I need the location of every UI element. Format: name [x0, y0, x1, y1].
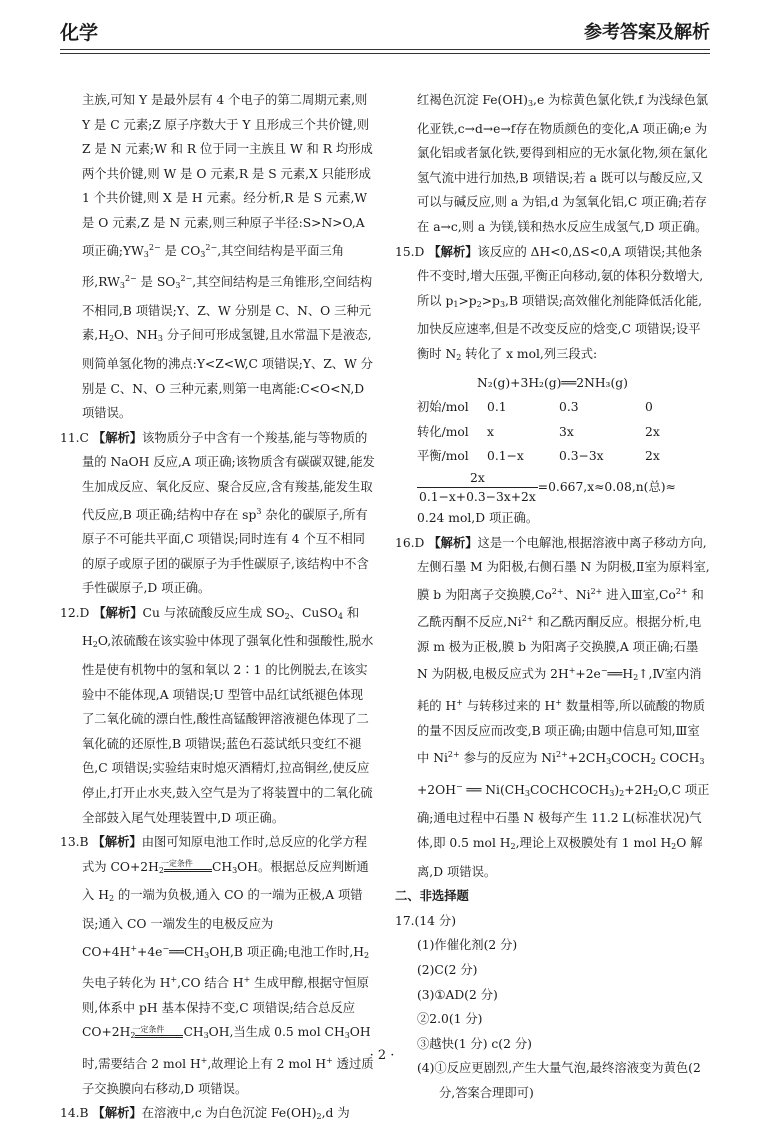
q10-continuation: 主族,可知 Y 是最外层有 4 个电子的第二周期元素,则 Y 是 C 元素;Z 原子序数大于 Y 且形成三个共价键,则 Z 是 N 元素;W 和 R 位于同一主族且 W 和 R 均形成两个共价键,则 W 是 O 元素,R 是 S 元素,X 只能形成 1 个共价键,则 X 是 H 元素。经分析,R 是 S 元素,W 是 O 元素,Z 是 N 元素,则三种原子半径:S>N>O,A 项正确$;YW_3^{2-}$ 是 $CO_3^{2-}$,其空间结构是平面三角形$,RW_3^{2-}$ 是 $SO_3^{2-}$,其空间结构是三角锥形,空间结构不相同,B 项错误;Y、Z、W 分别是 C、N、O 三种元素$,H_2O$、$NH_3$ 分子间可形成氢键,且水常温下是液态,则简单氢化物的沸点:Y<Z<W,C 项错误;Y、Z、W 分别是 C、N、O 三种元素,则第一电离能:C<O<N,D 项错误。	[82, 93, 373, 421]
q17-heading: 17.(14 分)	[395, 913, 457, 928]
left-column	[60, 88, 375, 1130]
condition-arrow: 一定条件	[135, 1025, 183, 1041]
page-number: · 2 ·	[369, 1048, 395, 1063]
q15-answer: 15.D 【解析】该反应的 ΔH<0,ΔS<0,A 项错误;其他条件不变时,增大压强,平衡正向移动,氨的体积分数增大,所以 $p_1>p_2>p_3,B$ 项错误;高效催化剂能降低活化能,加快反应速率,但是不改变反应的焓变,C 项错误;设平衡时 $N_2$ 转化了 x mol,列三段式:	[395, 243, 704, 362]
q17-part-1: (1)作催化剂(2 分)	[417, 938, 518, 953]
q16-answer: 16.D 【解析】这是一个电解池,根据溶液中离子移动方向,左侧石墨 M 为阳极,右侧石墨 N 为阴极,Ⅱ室为原料室,膜 b 为阳离子交换膜$,Co^{2+}$、$Ni^{2+}$ 进入Ⅲ室$,Co^{2+}$ 和乙酰丙酮不反应$,Ni^{2+}$ 和乙酰丙酮反应。根据分析,电源 m 极为正极,膜 b 为阳离子交换膜,A 项正确;石墨 N 为阴极,电极反应式为 $2H^++2e^-══H_2↑,Ⅳ$室内消耗的 H+ 与转移过来的 H+ 数量相等,所以硫酸的物质的量不因反应而改变,B 项正确;由题中信息可知,Ⅲ室中 $Ni^{2+}$ 参与的反应为 $Ni^{2+}+2CH_3COCH_2$ $COCH_3 +2OH^-$ ══ $Ni(CH_3COCHCOCH_3)_2+2H_2O,C$ 项正确;通电过程中石墨 N 极每产生 11.2 L(标准状况)气体,即 0.5 mol $H_2$,理论上双极膜处有 1 mol $H_2O$ 解离,D 项错误。	[395, 534, 710, 879]
header-rule-top	[60, 49, 710, 50]
header-rule-bottom	[60, 53, 710, 54]
q17-part-4: (4)①反应更剧烈,产生大量气泡,最终溶液变为黄色(2 分,答案合理即可)	[417, 1061, 701, 1100]
q17-part-3: (3)①AD(2 分)	[417, 987, 498, 1002]
q11-answer: 11.C 【解析】该物质分子中含有一个羧基,能与等物质的量的 NaOH 反应,A 项正确;该物质含有碳碳双键,能发生加成反应、氧化反应、聚合反应,含有羧基,能发生取代反应,B 项正确;结构中存在 $sp^3$ 杂化的碳原子,所有原子不可能共平面,C 项错误;同时连有 4 个互不相同的原子或原子团的碳原子为手性碳原子,该结构中不含手性碳原子,D 项正确。	[60, 429, 375, 596]
subject-label: 化学	[60, 22, 99, 44]
q17-part-3b: ②2.0(1 分)	[417, 1012, 483, 1027]
q13-answer: 13.B 【解析】由图可知原电池工作时,总反应的化学方程式为 $CO+2H_2$ 一定条件 $CH_3OH$。根据总反应判断通入 $H_2$ 的一端为负极,通入 CO 的一端为正极,A 项错误;通入 CO 一端发生的电极反应为 $CO+4H^++4e^-══CH_3OH,B$ 项正确;电池工作时$,H_2$ 失电子转化为 H+,CO 结合 H+ 生成甲醇,根据守恒原则,体系中 pH 基本保持不变,C 项错误;结合总反应 $CO+2H_2$ 一定条件 $CH_3OH$,当生成 0.5 mol $CH_3OH$时,需要结合 2 mol H+,故理论上有 2 mol H+ 透过质子交换膜向右移动,D 项错误。	[60, 834, 374, 1096]
header-title: 参考答案及解析	[584, 22, 710, 43]
q12-answer: 12.D 【解析】Cu 与浓硫酸反应生成 $SO_2$、CuSO$_4$ 和 $H_2O$,浓硫酸在该实验中体现了强氧化性和强酸性,脱水性是使有机物中的氢和氧以 2∶1 的比例脱去,在该实验中不能体现,A 项错误;U 型管中品红试纸褪色体现了二氧化硫的漂白性,酸性高锰酸钾溶液褪色体现了二氧化硫的还原性,B 项错误;蓝色石蕊试纸只变红不褪色,C 项错误;实验结束时熄灭酒精灯,拉高铜丝,使反应停止,打开止水夹,鼓入空气是为了将装置中的二氧化硫全部鼓入尾气处理装置中,D 项正确。	[60, 604, 374, 825]
section-heading: 二、非选择题	[395, 888, 469, 904]
fraction-result: 0.24 mol,D 项正确。	[417, 510, 539, 525]
q17-part-2: (2)C(2 分)	[417, 963, 478, 977]
q14-answer-start: 14.B 【解析】在溶液中,c 为白色沉淀 $Fe(OH)_2,d$ 为	[60, 1105, 350, 1122]
page-header	[60, 18, 710, 46]
equilibrium-equation: N₂(g)+3H₂(g)══2NH₃(g)	[477, 375, 628, 390]
ice-row: 初始/mol 0.1 0.3 0	[417, 400, 653, 415]
condition-arrow: 一定条件	[164, 859, 212, 875]
ice-row: 平衡/mol 0.1−x 0.3−3x 2x	[417, 449, 660, 464]
q17-part-3c: ③越快(1 分) c(2 分)	[417, 1036, 532, 1051]
ice-row: 转化/mol x 3x 2x	[417, 424, 660, 439]
q14-continuation: 红褐色沉淀 $Fe(OH)_3,e$ 为棕黄色氯化铁,f 为浅绿色氯化亚铁,c→d→e→f存在物质颜色的变化,A 项正确;e 为氯化铝或者氯化铁,要得到相应的无水氯化物,须在氯化氢气流中进行加热,B 项错误;若 a 既可以与酸反应,又可以与碱反应,则 a 为铝,d 为氢氧化铝,C 项正确;若存在 a→c,则 a 为镁,镁和热水反应生成氢气,D 项正确。	[417, 93, 709, 234]
fraction: $\frac{2x}{0.1-x+0.3-3x+2x}$	[419, 470, 536, 504]
right-column	[395, 88, 710, 1106]
fraction-equation: $\frac{2x}{0.1-x+0.3-3x+2x}$ =0.667,x≈0.08,n(总)≈	[419, 470, 676, 504]
ice-table	[395, 395, 710, 469]
